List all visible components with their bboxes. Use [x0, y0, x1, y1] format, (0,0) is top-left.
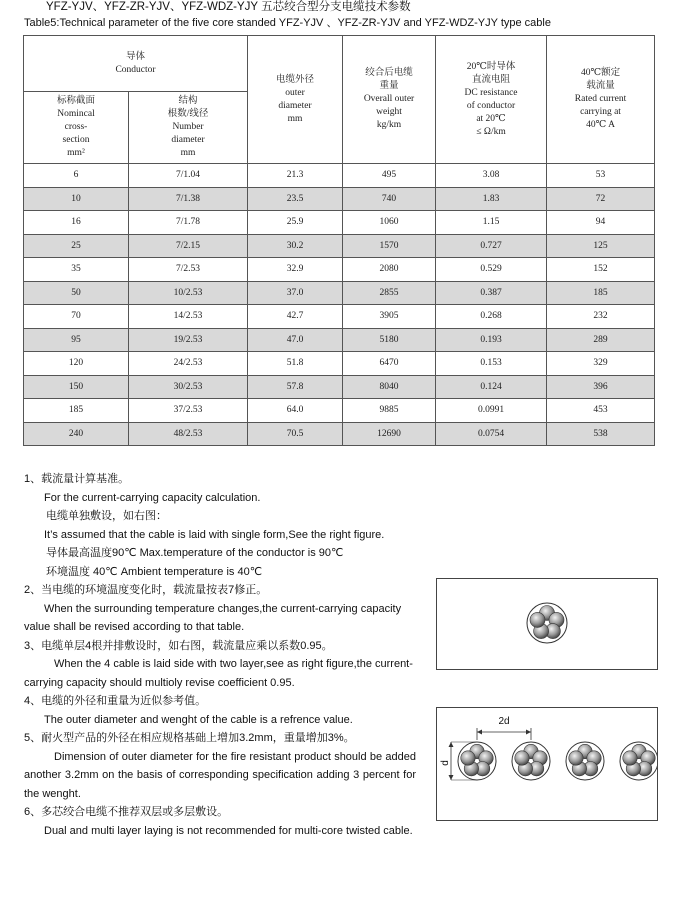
outer-diameter-header: 电缆外径 outer diameter mm — [248, 36, 343, 164]
table-cell: 152 — [547, 258, 655, 282]
table-cell: 7/1.04 — [129, 164, 248, 188]
table-cell: 9885 — [343, 399, 436, 423]
table-cell: 48/2.53 — [129, 422, 248, 446]
table-cell: 24/2.53 — [129, 352, 248, 376]
table-cell: 30/2.53 — [129, 375, 248, 399]
table-cell: 495 — [343, 164, 436, 188]
single-cable-figure — [436, 578, 658, 670]
note-5-title: 5、耐火型产品的外径在相应规格基础上增加3.2mm，重量增加3%。 — [24, 732, 355, 744]
core-strand — [515, 751, 529, 765]
table-cell: 95 — [24, 328, 129, 352]
table-cell: 396 — [547, 375, 655, 399]
table-row — [24, 211, 655, 235]
table-row — [24, 187, 655, 211]
table-cell: 8040 — [343, 375, 436, 399]
table-row — [24, 305, 655, 329]
cable-cross-section — [620, 742, 657, 780]
table-cell: 7/2.53 — [129, 258, 248, 282]
table-cell: 150 — [24, 375, 129, 399]
table-cell: 1.15 — [436, 211, 547, 235]
structure-header: 结构 根数/线径 Number diameter mm — [129, 92, 248, 164]
table-cell: 23.5 — [248, 187, 343, 211]
diameter-label: d — [440, 760, 451, 766]
table-cell: 10 — [24, 187, 129, 211]
table-cell: 185 — [547, 281, 655, 305]
table-cell: 50 — [24, 281, 129, 305]
table-cell: 0.124 — [436, 375, 547, 399]
table-cell: 14/2.53 — [129, 305, 248, 329]
table-cell: 5180 — [343, 328, 436, 352]
table-cell: 47.0 — [248, 328, 343, 352]
note-1-en: For the current-carrying capacity calculation. — [44, 491, 261, 504]
table-cell: 12690 — [343, 422, 436, 446]
table-cell: 1060 — [343, 211, 436, 235]
note-4-en: The outer diameter and wenght of the cable is a refrence value. — [44, 713, 353, 726]
table-cell: 30.2 — [248, 234, 343, 258]
table-cell: 2855 — [343, 281, 436, 305]
cable-cross-section — [527, 603, 567, 643]
note-3-title: 3、电缆单层4根并排敷设时，如右图，载流量应乘以系数0.95。 — [24, 639, 333, 652]
spacing-label: 2d — [498, 716, 510, 727]
note-2-en: When the surrounding temperature changes,the current-carrying capacity value shall be revised according to that table. — [24, 602, 402, 633]
cable-cross-section — [566, 742, 604, 780]
table-cell: 3.08 — [436, 164, 547, 188]
table-cell: 0.529 — [436, 258, 547, 282]
table-cell: 7/1.38 — [129, 187, 248, 211]
note-6-en: Dual and multi layer laying is not recommended for multi-core twisted cable. — [44, 824, 413, 837]
table-cell: 10/2.53 — [129, 281, 248, 305]
table-cell: 32.9 — [248, 258, 343, 282]
note-1-temp: 导体最高温度90℃ Max.temperature of the conductor is 90℃ — [46, 547, 344, 559]
cable-row — [458, 742, 657, 780]
table-cell: 70 — [24, 305, 129, 329]
note-1-ambient: 环境温度 40℃ Ambient temperature is 40℃ — [46, 565, 263, 578]
table-cell: 72 — [547, 187, 655, 211]
note-1-title: 1、载流量计算基准。 — [24, 473, 130, 485]
core-strand — [623, 751, 637, 765]
table-cell: 53 — [547, 164, 655, 188]
note-5-en: Dimension of outer diameter for the fire resistant product should be added another 3.2mm on the basis of corresponding specification adding 3 percent for the wenght. — [24, 750, 416, 800]
single-cable-diagram — [437, 579, 657, 669]
table-cell: 453 — [547, 399, 655, 423]
note-6-title: 6、多芯绞合电缆不推荐双层或多层敷设。 — [24, 806, 229, 818]
table-row — [24, 375, 655, 399]
table-cell: 240 — [24, 422, 129, 446]
table-cell: 1.83 — [436, 187, 547, 211]
table-cell: 125 — [547, 234, 655, 258]
cable-cross-section — [512, 742, 550, 780]
table-row — [24, 234, 655, 258]
four-cable-diagram — [437, 708, 657, 820]
table-row — [24, 258, 655, 282]
table-row — [24, 281, 655, 305]
conductor-header: 导体 Conductor — [24, 36, 248, 92]
cable-cross-section — [458, 742, 496, 780]
table-cell: 64.0 — [248, 399, 343, 423]
table-row — [24, 328, 655, 352]
table-cell: 120 — [24, 352, 129, 376]
table-cell: 3905 — [343, 305, 436, 329]
table-cell: 21.3 — [248, 164, 343, 188]
table-cell: 42.7 — [248, 305, 343, 329]
table-cell: 7/1.78 — [129, 211, 248, 235]
note-3-en: When the 4 cable is laid side with two layer,see as right figure,the current-carrying capacity should multioly revise coefficient 0.95. — [24, 658, 413, 689]
table-cell: 289 — [547, 328, 655, 352]
table-cell: 25 — [24, 234, 129, 258]
four-cable-figure — [436, 707, 658, 821]
core-strand — [569, 751, 583, 765]
table-cell: 37.0 — [248, 281, 343, 305]
table-cell: 1570 — [343, 234, 436, 258]
table-row — [24, 352, 655, 376]
table-row — [24, 399, 655, 423]
weight-header: 绞合后电缆 重量 Overall outer weight kg/km — [343, 36, 436, 164]
section-header: 标称截面 Nomincal cross- section mm² — [24, 92, 129, 164]
table-cell: 2080 — [343, 258, 436, 282]
table-cell: 185 — [24, 399, 129, 423]
table-caption: Table5:Technical parameter of the five core standed YFZ-YJV 、YFZ-ZR-YJV and YFZ-WDZ-YJY type cable — [24, 17, 551, 29]
table-cell: 94 — [547, 211, 655, 235]
core-strand — [461, 751, 475, 765]
table-cell: 16 — [24, 211, 129, 235]
notes-section — [24, 470, 416, 840]
table-cell: 232 — [547, 305, 655, 329]
table-cell: 0.727 — [436, 234, 547, 258]
table-cell: 25.9 — [248, 211, 343, 235]
note-4-title: 4、电缆的外径和重量为近似参考值。 — [24, 695, 207, 707]
current-header: 40℃额定 载流量 Rated current carrying at 40℃ A — [547, 36, 655, 164]
table-cell: 7/2.15 — [129, 234, 248, 258]
table-cell: 0.387 — [436, 281, 547, 305]
page-title: YFZ-YJV、YFZ-ZR-YJV、YFZ-WDZ-YJY 五芯绞合型分支电缆技术参数 — [46, 1, 411, 13]
table-cell: 0.193 — [436, 328, 547, 352]
table-cell: 6470 — [343, 352, 436, 376]
table-cell: 70.5 — [248, 422, 343, 446]
note-1-sub-zh: 电缆单独敷设，如右图： — [46, 510, 167, 522]
table-cell: 0.268 — [436, 305, 547, 329]
table-cell: 0.0991 — [436, 399, 547, 423]
table-cell: 0.153 — [436, 352, 547, 376]
table-row — [24, 164, 655, 188]
table-cell: 51.8 — [248, 352, 343, 376]
table-cell: 6 — [24, 164, 129, 188]
table-cell: 19/2.53 — [129, 328, 248, 352]
resistance-header: 20℃时导体 直流电阻 DC resistance of conductor at 20℃ ≤ Ω/km — [436, 36, 547, 164]
note-2-title: 2、当电缆的环境温度变化时，载流量按表7修正。 — [24, 584, 268, 596]
table-cell: 329 — [547, 352, 655, 376]
spec-table — [23, 35, 655, 446]
table-cell: 35 — [24, 258, 129, 282]
table-cell: 57.8 — [248, 375, 343, 399]
table-cell: 37/2.53 — [129, 399, 248, 423]
note-1-sub-en: It’s assumed that the cable is laid with single form,See the right figure. — [44, 528, 385, 541]
table-cell: 538 — [547, 422, 655, 446]
table-row — [24, 422, 655, 446]
table-cell: 0.0754 — [436, 422, 547, 446]
table-cell: 740 — [343, 187, 436, 211]
